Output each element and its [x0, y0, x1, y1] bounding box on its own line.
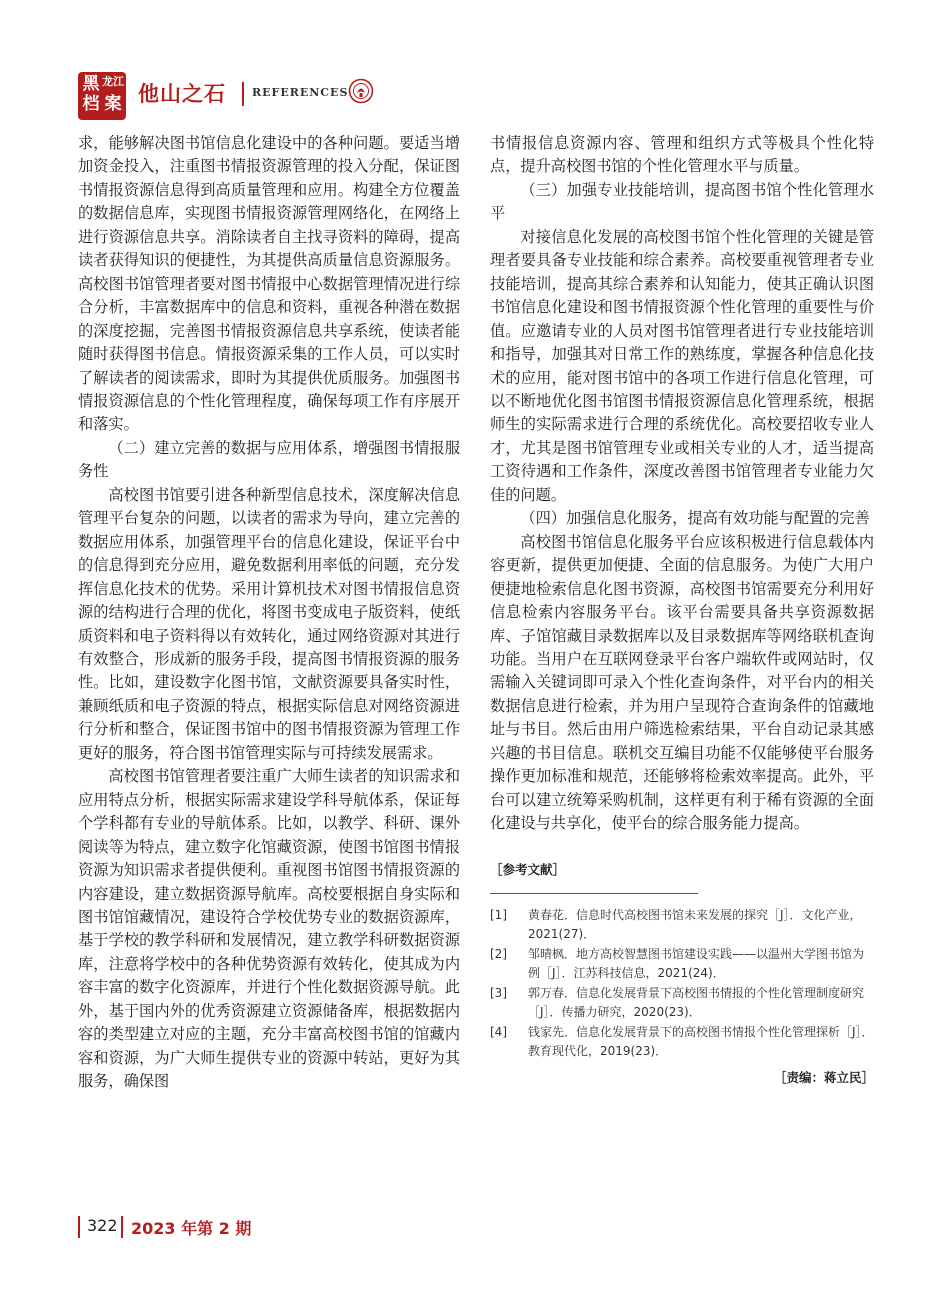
issue-label: 2023 年第 2 期	[131, 1219, 252, 1238]
logo-char: 档	[82, 94, 100, 114]
section-heading-2: （二）建立完善的数据与应用体系，增强图书情报服务性	[78, 438, 460, 481]
journal-logo	[78, 72, 126, 120]
reference-number: [2]	[490, 947, 507, 962]
page-number: 322	[87, 1216, 118, 1235]
logo-char: 龙江	[102, 75, 124, 88]
logo-char: 黑	[82, 74, 100, 94]
left-column	[78, 132, 460, 1094]
paragraph: 对接信息化发展的高校图书馆个性化管理的关键是管理者要具备专业技能和综合素养。高校要重视管理者专业技能培训，提高其综合素养和认知能力，使其正确认识图书馆信息化建设和图书情报资源个性化管理的重要性与价值。应邀请专业的人员对图书馆管理者进行专业技能培训和指导，加强其对日常工作的熟练度，掌握各种信息化技术的应用，能对图书馆中的各项工作进行信息化管理，可以不断地优化图书馆图书情报资源信息化管理系统，根据师生的实际需求进行合理的系统优化。高校要招收专业人才，尤其是图书馆管理专业或相关专业的人才，适当提高工资待遇和工作条件，深度改善图书馆管理者专业能力欠佳的问题。	[490, 227, 874, 504]
references-rule	[490, 893, 698, 894]
footer-divider	[78, 1216, 80, 1238]
reference-number: [1]	[490, 908, 507, 923]
footer-divider	[121, 1216, 123, 1238]
reference-item	[490, 1023, 874, 1060]
reference-text: 黄春花．信息时代高校图书馆未来发展的探究［J］．文化产业，2021(27)．	[528, 908, 862, 941]
reference-item	[490, 906, 874, 943]
section-title: 他山之石	[138, 82, 226, 106]
header-divider	[242, 82, 244, 106]
reference-text: 郭万春．信息化发展背景下高校图书情报的个性化管理制度研究［J］．传播力研究，2020(23)．	[528, 986, 865, 1019]
reference-number: [4]	[490, 1025, 507, 1040]
logo-char: 案	[104, 94, 122, 114]
section-heading-3: （三）加强专业技能培训，提高图书馆个性化管理水平	[490, 180, 874, 223]
page-header	[78, 72, 898, 124]
right-column	[490, 132, 874, 1090]
reference-item	[490, 984, 874, 1021]
paragraph: 求，能够解决图书馆信息化建设中的各种问题。要适当增加资金投入，注重图书情报资源管理的投入分配，保证图书情报资源信息得到高质量管理和应用。构建全方位覆盖的数据信息库，实现图书情报资源管理网络化，在网络上进行资源信息共享。消除读者自主找寻资料的障碍，提高读者获得知识的便捷性，为其提供高质量信息资源服务。高校图书馆管理者要对图书情报中心数据管理情况进行综合分析，丰富数据库中的信息和资料，重视各种潜在数据的深度挖掘，完善图书情报资源信息共享系统，使读者能随时获得图书信息。情报资源采集的工作人员，可以实时了解读者的阅读需求，即时为其提供优质服务。加强图书情报资源信息的个性化管理程度，确保每项工作有序展开和落实。	[78, 134, 460, 434]
paragraph: 高校图书馆要引进各种新型信息技术，深度解决信息管理平台复杂的问题，以读者的需求为导向，建立完善的数据应用体系，加强管理平台的信息化建设，保证平台中的信息得到充分应用，避免数据利用率低的问题，充分发挥信息化技术的优势。采用计算机技术对图书情报信息资源的结构进行合理的优化，将图书变成电子版资料，使纸质资料和电子资料得以有效转化，通过网络资源对其进行有效整合，形成新的服务手段，提高图书情报资源的服务性。比如，建设数字化图书馆，文献资源要具备实时性，兼顾纸质和电子资源的特点，根据实际信息对网络资源进行分析和整合，保证图书馆中的图书情报资源为管理工作更好的服务，符合图书馆管理实际与可持续发展需求。	[78, 485, 460, 762]
reference-text: 邹晴枫．地方高校智慧图书馆建设实践——以温州大学图书馆为例［J］．江苏科技信息，2021(24)．	[528, 947, 865, 980]
paragraph: 书情报信息资源内容、管理和组织方式等极具个性化特点，提升高校图书馆的个性化管理水平与质量。	[490, 134, 874, 176]
reference-text: 钱家先．信息化发展背景下的高校图书情报个性化管理探析［J］．教育现代化，2019(23)．	[528, 1025, 874, 1058]
paragraph: 高校图书馆信息化服务平台应该积极进行信息载体内容更新，提供更加便捷、全面的信息服务。为使广大用户便捷地检索信息化图书资源，高校图书馆需要充分利用好信息检索内容服务平台。该平台需要具备共享资源数据库、子馆馆藏目录数据库以及目录数据库等网络联机查询功能。当用户在互联网登录平台客户端软件或网站时，仅需输入关键词即可录入个性化查询条件，对平台内的相关数据信息进行检索，并为用户呈现符合查询条件的馆藏地址与书目。然后由用户筛选检索结果，平台自动记录其感兴趣的书目信息。联机交互编目功能不仅能够使平台服务操作更加标准和规范，还能够将检索效率提高。此外，平台可以建立统筹采购机制，这样更有利于稀有资源的全面化建设与共享化，使平台的综合服务能力提高。	[490, 532, 874, 833]
reference-number: [3]	[490, 986, 507, 1001]
references-title: ［参考文献］	[490, 861, 566, 877]
section-heading-4: （四）加强信息化服务，提高有效功能与配置的完善	[520, 509, 870, 528]
emblem-icon	[348, 78, 374, 104]
reference-item	[490, 945, 874, 982]
references-label: REFERENCES	[252, 86, 349, 99]
references-list	[490, 906, 874, 1060]
paragraph: 高校图书馆管理者要注重广大师生读者的知识需求和应用特点分析，根据实际需求建设学科导航体系，保证每个学科都有专业的导航体系。比如，以教学、科研、课外阅读等为特点，建立数字化馆藏资源，使图书馆图书情报资源为知识需求者提供便利。重视图书馆图书情报资源的内容建设，建立数据资源导航库。高校要根据自身实际和图书馆馆藏情况，建设符合学校优势专业的数据资源库，基于学校的教学科研和发展情况，建立教学科研数据资源库，注意将学校中的各种优势资源有效转化，使其成为内容丰富的数字化资源库，并进行个性化数据资源导航。此外，基于国内外的优秀资源建立资源储备库，根据数据内容的类型建立对应的主题，充分丰富高校图书馆的馆藏内容和资源，为广大师生提供专业的资源中转站，更好为其服务，确保图	[78, 767, 460, 1091]
editor-note: ［责编：蒋立民］	[773, 1070, 874, 1086]
